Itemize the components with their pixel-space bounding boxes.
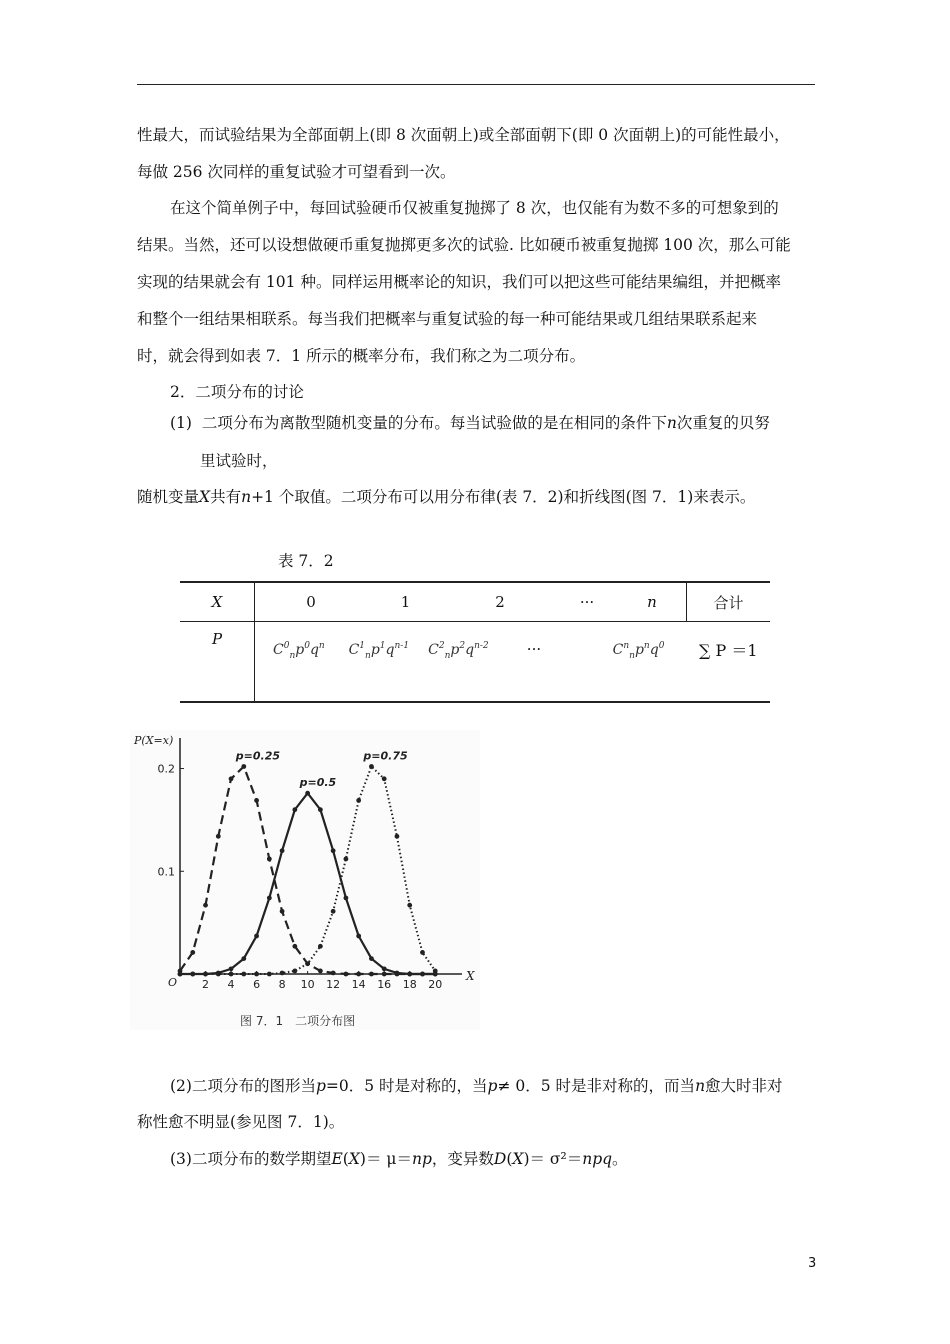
x-tick-label: 2 (202, 978, 210, 991)
row-p: P (180, 622, 255, 703)
paragraph-2-line-3: 实现的结果就会有 101 种。同样运用概率论的知识，我们可以把这些可能结果编组，并把概率 (137, 273, 781, 291)
data-point (395, 971, 400, 976)
p3-X: X (199, 488, 211, 506)
term-2: $C^2_np^2q^{n-2}$ (428, 641, 489, 661)
header-n: n (618, 582, 687, 622)
x-tick-label: 10 (300, 978, 315, 991)
data-point (190, 950, 195, 955)
paragraph-1-line-1: 性最大，而试验结果为全部面朝上(即 8 次面朝上)或全部面朝下(即 0 次面朝上)的可能性最小， (137, 126, 790, 144)
item-1-n: n (666, 414, 677, 432)
y-axis-label: P(X=x) (134, 734, 174, 747)
binomial-chart (130, 730, 480, 1030)
data-point (190, 972, 195, 977)
paragraph-2-line-5: 时，就会得到如表 7．1 所示的概率分布，我们称之为二项分布。 (137, 347, 586, 365)
x-tick-label: 16 (377, 978, 392, 991)
table-body-row (180, 622, 770, 703)
item-3-X2: X (512, 1150, 524, 1168)
paragraph-1-line-2: 每做 256 次同样的重复试验才可望看到一次。 (137, 163, 456, 181)
data-point (344, 857, 349, 862)
data-point (344, 972, 349, 977)
data-point (254, 798, 259, 803)
table-caption: 表 7．2 (278, 552, 334, 570)
data-point (420, 950, 425, 955)
x-tick-label: 12 (326, 978, 341, 991)
data-point (331, 971, 336, 976)
table-header-row (180, 582, 770, 622)
row-dots: ··· (526, 640, 542, 658)
data-point (318, 807, 323, 812)
origin-label: O (168, 976, 178, 989)
data-point (344, 896, 349, 901)
data-point (369, 956, 374, 961)
header-1: 1 (367, 582, 444, 622)
item-2-line-2: 称性愈不明显(参见图 7．1)。 (137, 1113, 345, 1131)
item-2-p1: p (315, 1077, 326, 1095)
item-3-E: E (331, 1150, 343, 1168)
series-label-1: p=0.5 (299, 776, 337, 790)
item-1-line-1 (170, 412, 770, 434)
y-tick-label: 0.2 (157, 762, 175, 776)
term-n: $C^n_np^nq^0$ (612, 641, 665, 661)
x-tick-label: 14 (351, 978, 366, 991)
paragraph-2-line-1: 在这个简单例子中，每回试验硬币仅被重复抛掷了 8 次，也仅能有为数不多的可想象到的 (170, 199, 779, 217)
data-point (433, 969, 438, 974)
row-terms (255, 622, 687, 703)
p3-text-b: 共有 (210, 488, 242, 506)
data-point (407, 903, 412, 908)
header-total: 合计 (687, 582, 771, 622)
data-point (229, 966, 234, 971)
data-point (420, 972, 425, 977)
data-point (369, 972, 374, 977)
item-3-text-a: (3)二项分布的数学期望 (170, 1150, 332, 1168)
header-dots: ··· (556, 582, 618, 622)
data-point (305, 791, 310, 796)
data-point (229, 776, 234, 781)
x-tick-label: 20 (428, 978, 443, 991)
item-2-n: n (695, 1077, 706, 1095)
data-point (356, 972, 361, 977)
data-point (382, 966, 387, 971)
data-point (280, 848, 285, 853)
item-3-X1: X (348, 1150, 360, 1168)
series-label-2: p=0.75 (363, 749, 408, 763)
data-point (254, 972, 259, 977)
data-point (356, 934, 361, 939)
data-point (318, 969, 323, 974)
paragraph-3 (137, 486, 755, 508)
item-2-line-1 (170, 1075, 783, 1097)
header-x: X (180, 582, 255, 622)
header-rule (137, 84, 815, 85)
data-point (369, 764, 374, 769)
item-1-text-a: 二项分布为离散型随机变量的分布。每当试验做的是在相同的条件下 (201, 414, 667, 432)
item-3-text-b: ( (342, 1150, 349, 1168)
item-3-text-d: ，变异数 (431, 1150, 494, 1168)
data-point (280, 971, 285, 976)
data-point (382, 972, 387, 977)
data-point (216, 834, 221, 839)
item-1-text-b: 次重复的贝努 (676, 414, 770, 432)
data-point (318, 944, 323, 949)
page-number: 3 (808, 1256, 817, 1271)
item-1-line-2: 里试验时， (200, 452, 278, 470)
data-point (267, 857, 272, 862)
data-point (241, 764, 246, 769)
paragraph-2-line-2: 结果。当然，还可以设想做硬币重复抛掷更多次的试验. 比如硬币被重复抛掷 100 次，那么可能 (137, 236, 791, 254)
data-point (292, 944, 297, 949)
data-point (331, 848, 336, 853)
item-3-text-e: ( (506, 1150, 513, 1168)
data-point (395, 834, 400, 839)
item-2-text-d: 愈大时非对 (705, 1077, 783, 1095)
p3-text-a: 随机变量 (137, 488, 200, 506)
distribution-table (180, 581, 770, 703)
row-total: ∑ P ＝1 (687, 622, 771, 703)
data-point (178, 972, 183, 977)
data-point (203, 903, 208, 908)
data-point (407, 972, 412, 977)
data-point (229, 972, 234, 977)
item-2-text-b: =0．5 时是对称的，当 (325, 1077, 488, 1095)
series-label-0: p=0.25 (235, 749, 281, 763)
x-axis-label: X (466, 969, 475, 983)
term-1: $C^1_np^1q^{n-1}$ (348, 641, 410, 661)
item-3-D: D (493, 1150, 507, 1168)
paragraph-2-line-4: 和整个一组结果相联系。每当我们把概率与重复试验的每一种可能结果或几组结果联系起来 (137, 310, 758, 328)
data-point (292, 807, 297, 812)
item-2-p2: p (487, 1077, 498, 1095)
y-tick-label: 0.1 (157, 865, 175, 879)
item-3-text-c: )＝ μ＝ (359, 1150, 412, 1168)
data-point (216, 972, 221, 977)
x-tick-label: 8 (278, 978, 286, 991)
data-point (292, 969, 297, 974)
data-point (331, 909, 336, 914)
item-2-text-c: ≠ 0．5 时是非对称的，而当 (497, 1077, 696, 1095)
data-point (267, 972, 272, 977)
data-point (267, 896, 272, 901)
x-tick-label: 4 (227, 978, 235, 991)
item-3-text-g: 。 (612, 1150, 628, 1168)
data-point (382, 776, 387, 781)
header-2: 2 (444, 582, 556, 622)
p3-text-c: +1 个取值。二项分布可以用分布律(表 7．2)和折线图(图 7．1)来表示。 (251, 488, 756, 506)
item-3 (170, 1148, 628, 1170)
section-heading: 2．二项分布的讨论 (170, 383, 304, 401)
data-point (241, 972, 246, 977)
item-3-np: np (411, 1150, 432, 1168)
header-0: 0 (255, 582, 368, 622)
data-point (280, 909, 285, 914)
x-tick-label: 18 (402, 978, 417, 991)
data-point (356, 798, 361, 803)
data-point (305, 961, 310, 966)
p3-n: n (241, 488, 252, 506)
x-tick-label: 6 (253, 978, 261, 991)
item-2-text-a: (2)二项分布的图形当 (170, 1077, 316, 1095)
figure-caption: 图 7．1 二项分布图 (240, 1014, 356, 1028)
data-point (241, 956, 246, 961)
item-3-text-f: )＝ σ²＝ (523, 1150, 583, 1168)
data-point (203, 972, 208, 977)
data-point (254, 934, 259, 939)
item-3-npq: npq (582, 1150, 613, 1168)
term-0: $C^0_np^0q^n$ (273, 641, 325, 661)
item-1-number: (1) (170, 414, 192, 432)
